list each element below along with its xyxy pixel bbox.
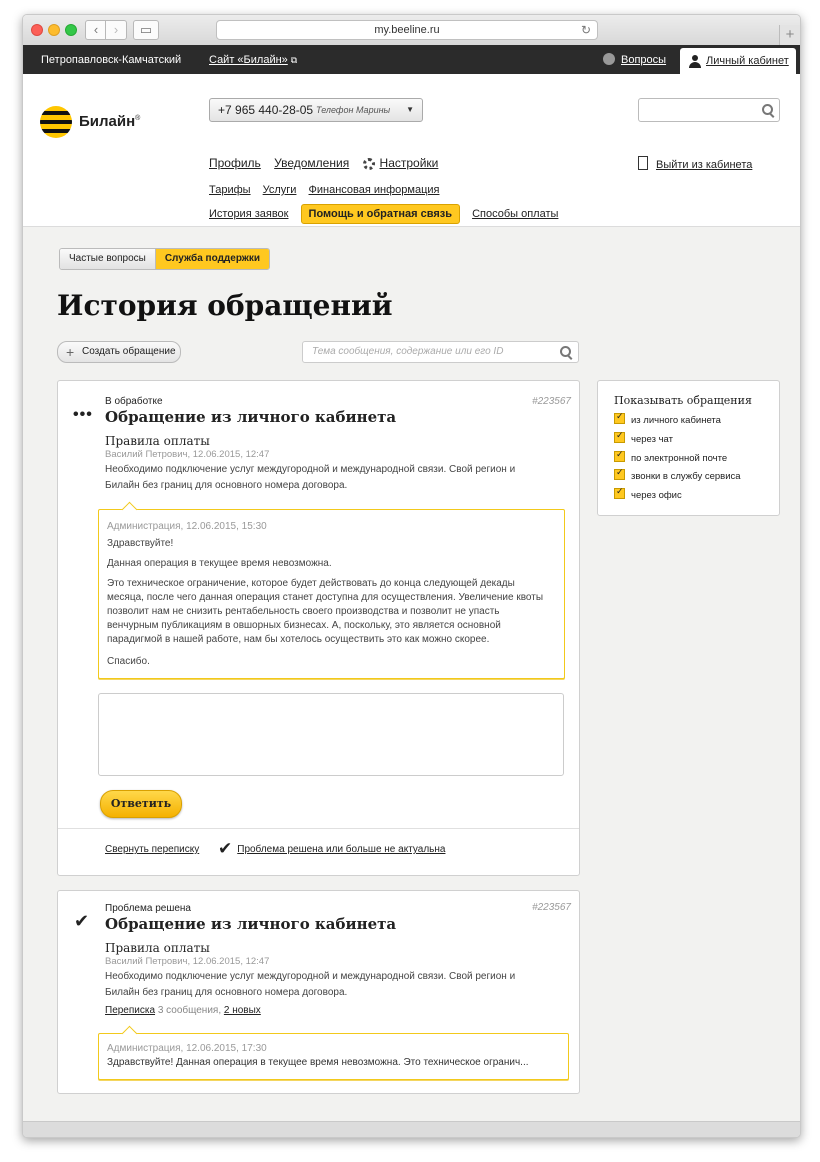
logo-registered-mark: ® <box>135 115 141 122</box>
nav-help-feedback[interactable]: Помощь и обратная связь <box>301 204 460 224</box>
more-options-icon[interactable]: ••• <box>73 406 93 423</box>
beeline-site-label: Сайт «Билайн» <box>209 54 288 66</box>
nav-notifications[interactable]: Уведомления <box>274 156 350 170</box>
ticket-card <box>57 890 580 1094</box>
filter-option-label: через чат <box>631 434 673 445</box>
checkbox[interactable] <box>614 488 625 499</box>
filter-option-label: из личного кабинета <box>631 415 721 426</box>
beeline-site-link[interactable] <box>209 54 297 66</box>
nav-profile[interactable]: Профиль <box>209 156 261 170</box>
plus-icon: + <box>66 344 75 360</box>
filter-title: Показывать обращения <box>614 394 752 407</box>
nav-tariffs[interactable]: Тарифы <box>209 184 251 196</box>
ticket-title: Обращение из личного кабинета <box>105 915 397 933</box>
door-icon <box>638 156 648 170</box>
external-link-icon: ⧉ <box>290 55 298 65</box>
reply-paragraph: Это техническое ограничение, которое будет действовать до конца следующей декады месяца, после чего данная операция станет доступна для осуществления. Увеличение квоты позволит нам не снизить рентабельность своего производства и позволит не упасть венчурным публикациям в овшорных бизнесах. А, поскольку, это является основной парадигмой в нашей работе, нам бы хотелось осуществить это как можно скорее. <box>107 578 544 645</box>
reply-preview[interactable] <box>98 1033 569 1080</box>
search-placeholder: Тема сообщения, содержание или его ID <box>312 346 504 357</box>
phone-number: +7 965 440-28-05 <box>218 103 314 117</box>
mark-resolved-link[interactable] <box>218 839 445 859</box>
window-bottom-edge <box>23 1121 800 1138</box>
top-bar <box>23 45 800 74</box>
faq-label: Вопросы <box>621 54 667 66</box>
faq-link[interactable] <box>603 53 666 66</box>
ticket-subject: Правила оплаты <box>105 941 210 955</box>
browser-toolbar <box>23 15 800 46</box>
minimize-window-button[interactable] <box>48 24 60 36</box>
chevron-down-icon: ▼ <box>406 105 414 114</box>
correspondence-link[interactable]: Переписка <box>105 1005 156 1016</box>
filter-option[interactable] <box>614 432 673 445</box>
tab-support-service[interactable]: Служба поддержки <box>156 249 269 269</box>
region-selector[interactable]: Петропавловск-Камчатский <box>41 54 182 66</box>
zoom-window-button[interactable] <box>65 24 77 36</box>
nav-settings[interactable]: Настройки <box>379 156 439 170</box>
support-tabs <box>59 248 270 270</box>
filter-option-label: по электронной почте <box>631 453 728 464</box>
reply-pointer <box>122 502 138 518</box>
reply-pointer <box>122 1026 138 1042</box>
nav-payment-methods[interactable]: Способы оплаты <box>472 208 559 220</box>
checkbox[interactable] <box>614 451 625 462</box>
reply-paragraph: Данная операция в текущее время невозможна. <box>107 558 332 569</box>
filter-option[interactable] <box>614 488 682 501</box>
checkbox[interactable] <box>614 469 625 480</box>
correspondence-summary <box>105 1005 261 1016</box>
headset-icon <box>603 53 615 65</box>
ticket-id: #223567 <box>532 902 571 913</box>
phone-selector[interactable] <box>209 98 423 122</box>
reply-meta: Администрация, 12.06.2015, 15:30 <box>107 521 267 532</box>
logout-label: Выйти из кабинета <box>656 159 753 171</box>
gear-icon <box>363 158 375 170</box>
reply-thanks: Спасибо. <box>107 656 150 667</box>
search-icon[interactable] <box>762 104 773 115</box>
service-nav <box>209 184 448 196</box>
admin-reply <box>98 509 565 679</box>
new-messages-link[interactable]: 2 новых <box>223 1005 261 1016</box>
logout-link[interactable] <box>638 156 752 171</box>
create-request-button[interactable] <box>57 341 181 363</box>
checkbox[interactable] <box>614 432 625 443</box>
reply-greeting: Здравствуйте! <box>107 538 174 549</box>
beeline-ball-icon <box>40 106 72 138</box>
personal-cabinet-label: Личный кабинет <box>706 55 789 67</box>
account-nav <box>209 156 438 170</box>
page-title: История обращений <box>57 289 393 322</box>
nav-services[interactable]: Услуги <box>262 184 297 196</box>
nav-request-history[interactable]: История заявок <box>209 208 289 220</box>
ticket-id: #223567 <box>532 396 571 407</box>
ticket-status: В обработке <box>105 396 163 407</box>
reply-textarea[interactable] <box>98 693 564 776</box>
personal-cabinet-tab[interactable] <box>680 48 796 74</box>
mark-resolved-label: Проблема решена или больше не актуальна <box>237 844 446 855</box>
request-search-input[interactable] <box>302 341 579 363</box>
user-icon <box>689 55 701 68</box>
filter-option[interactable] <box>614 451 727 464</box>
ticket-title: Обращение из личного кабинета <box>105 408 397 426</box>
logo-text: Билайн <box>79 113 136 130</box>
ticket-author-meta: Василий Петрович, 12.06.2015, 12:47 <box>105 449 270 460</box>
forward-button[interactable]: › <box>105 20 127 40</box>
reply-meta: Администрация, 12.06.2015, 17:30 <box>107 1043 267 1054</box>
filter-panel <box>597 380 780 516</box>
filter-option[interactable] <box>614 469 741 482</box>
ticket-body: Необходимо подключение услуг междугородной и международной связи. Свой регион и Билайн без границ для основного номера договора. <box>105 464 516 491</box>
reload-icon[interactable]: ↻ <box>580 23 591 37</box>
checkmark-icon: ✔ <box>218 839 233 858</box>
new-tab-button[interactable]: + <box>779 25 800 45</box>
back-button[interactable]: ‹ <box>85 20 107 40</box>
ticket-card <box>57 380 580 876</box>
nav-finance[interactable]: Финансовая информация <box>308 184 440 196</box>
url-text: my.beeline.ru <box>374 24 440 36</box>
filter-option-label: звонки в службу сервиса <box>631 471 741 482</box>
search-icon[interactable] <box>560 346 571 357</box>
support-nav <box>209 204 567 224</box>
collapse-thread-link[interactable]: Свернуть переписку <box>105 844 200 855</box>
answer-button[interactable]: Ответить <box>100 790 182 818</box>
header-search-input[interactable] <box>638 98 780 122</box>
address-bar[interactable] <box>216 20 598 40</box>
reply-preview-text: Здравствуйте! Данная операция в текущее время невозможна. Это техническое огранич... <box>107 1057 529 1068</box>
tab-faq[interactable]: Частые вопросы <box>60 249 156 269</box>
close-window-button[interactable] <box>31 24 43 36</box>
phone-owner-hint: Телефон Марины <box>316 105 391 115</box>
ticket-body: Необходимо подключение услуг междугородной и международной связи. Свой регион и Билайн без границ для основного номера договора. <box>105 971 516 998</box>
create-request-label: Создать обращение <box>82 346 176 357</box>
browser-window <box>22 14 801 1138</box>
ticket-subject: Правила оплаты <box>105 434 210 448</box>
checkmark-icon: ✔ <box>74 911 90 931</box>
divider <box>58 828 579 829</box>
ticket-status: Проблема решена <box>105 903 191 914</box>
message-count: 3 сообщения, <box>157 1005 222 1016</box>
filter-option-label: через офис <box>631 490 682 501</box>
site-header <box>23 74 800 227</box>
ticket-author-meta: Василий Петрович, 12.06.2015, 12:47 <box>105 956 270 967</box>
filter-option[interactable] <box>614 413 721 426</box>
checkbox[interactable] <box>614 413 625 424</box>
sidebar-toggle-icon[interactable]: ▭ <box>133 20 159 40</box>
